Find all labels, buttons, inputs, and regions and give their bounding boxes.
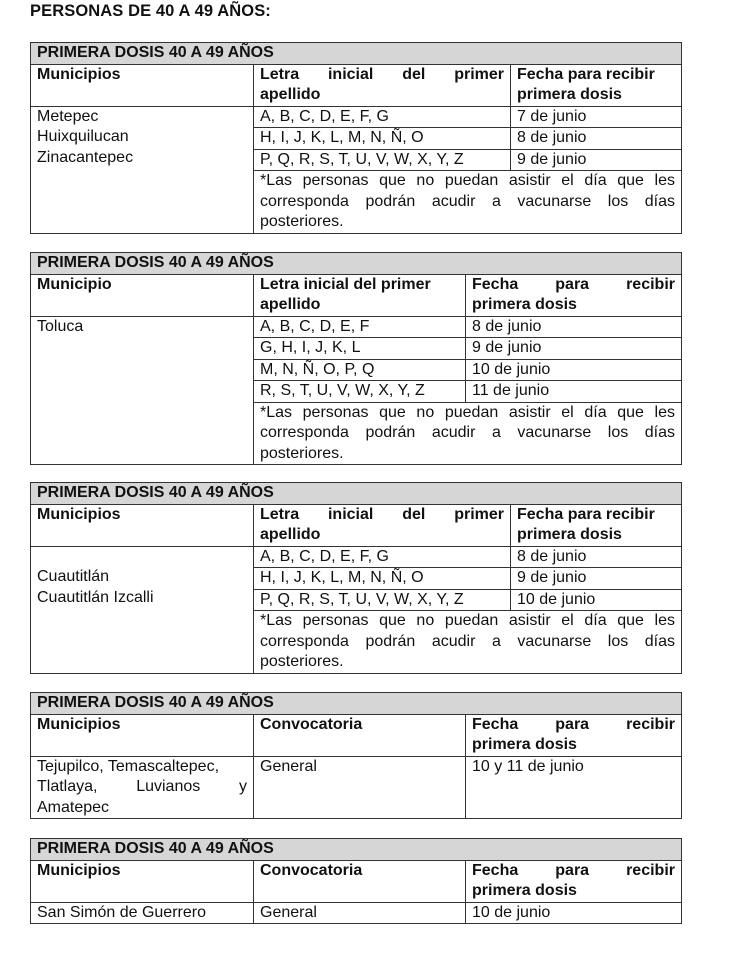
header-line: Fecha para recibir: [517, 65, 655, 83]
header-municipios: Municipios: [31, 64, 254, 106]
fecha-cell: 10 de junio: [511, 589, 682, 611]
letras-cell: H, I, J, K, L, M, N, Ñ, O: [254, 568, 511, 590]
fecha-cell: 9 de junio: [511, 568, 682, 590]
municipio-line: Tejupilco, Temascaltepec,: [37, 757, 220, 775]
fecha-cell: 8 de junio: [466, 316, 682, 338]
header-word: Letra: [260, 505, 300, 523]
header-fecha: [511, 64, 682, 106]
header-line: Fecha para recibir: [517, 505, 655, 523]
header-line: primera dosis: [517, 86, 622, 103]
header-letra-inicial: [254, 64, 511, 106]
letras-cell: A, B, C, D, E, F: [254, 316, 466, 338]
municipio-name: Zinacantepec: [37, 148, 134, 166]
header-word: inicial: [327, 505, 374, 523]
fecha-cell: 8 de junio: [511, 128, 682, 150]
letras-cell: H, I, J, K, L, M, N, Ñ, O: [254, 128, 511, 150]
header-municipios: Municipios: [31, 860, 254, 902]
header-row: [31, 64, 682, 106]
header-convocatoria: Convocatoria: [254, 860, 466, 902]
municipio-name: Cuautitlán: [37, 568, 110, 585]
header-word: del: [402, 65, 426, 83]
municipios-cell: [31, 316, 254, 465]
header-word: Letra: [260, 65, 300, 83]
table-title-row: [31, 253, 682, 275]
header-word: inicial: [327, 65, 374, 83]
note-cell: *Las personas que no puedan asistir el día que les corresponda podrán acudir a vacunarse los días posteriores.: [254, 402, 682, 465]
page-title: PERSONAS DE 40 A 49 AÑOS:: [30, 2, 271, 20]
table-title-row: [31, 693, 682, 715]
header-word: para: [555, 861, 590, 879]
header-line: primera dosis: [472, 736, 577, 753]
header-word: recibir: [626, 861, 675, 879]
table-row: [31, 106, 682, 128]
municipios-cell: [31, 106, 254, 233]
header-line: apellido: [260, 86, 321, 103]
header-line: primera dosis: [472, 296, 577, 313]
table-title: PRIMERA DOSIS 40 A 49 AÑOS: [31, 483, 682, 505]
header-fecha: [466, 860, 682, 902]
convocatoria-cell: General: [254, 902, 466, 924]
fecha-cell: 10 de junio: [466, 902, 682, 924]
letras-cell: R, S, T, U, V, W, X, Y, Z: [254, 381, 466, 403]
header-word: para: [555, 275, 590, 293]
table-row: [31, 546, 682, 568]
header-line: apellido: [260, 296, 321, 313]
fecha-cell: 7 de junio: [511, 106, 682, 128]
header-line: Letra inicial del primer: [260, 275, 431, 293]
fecha-cell: 9 de junio: [511, 149, 682, 171]
municipio-word: y: [238, 778, 247, 795]
header-word: del: [402, 505, 426, 523]
municipio-cell: San Simón de Guerrero: [31, 902, 254, 924]
header-line: primera dosis: [472, 882, 577, 899]
schedule-table-san-simon: [30, 838, 682, 924]
letras-cell: M, N, Ñ, O, P, Q: [254, 359, 466, 381]
header-word: recibir: [626, 715, 675, 733]
table-title-row: [31, 839, 682, 861]
municipio-word: Luvianos: [136, 778, 201, 795]
letras-cell: G, H, I, J, K, L: [254, 338, 466, 360]
header-municipios: Municipios: [31, 504, 254, 546]
letras-cell: A, B, C, D, E, F, G: [254, 106, 511, 128]
table-title: PRIMERA DOSIS 40 A 49 AÑOS: [31, 693, 682, 715]
municipio-spacer: [37, 547, 247, 568]
header-fecha: [511, 504, 682, 546]
table-title: PRIMERA DOSIS 40 A 49 AÑOS: [31, 43, 682, 65]
header-fecha: [466, 714, 682, 756]
municipio-name: Metepec: [37, 107, 99, 125]
table-title: PRIMERA DOSIS 40 A 49 AÑOS: [31, 253, 682, 275]
header-word: primer: [454, 65, 504, 83]
header-municipio: Municipio: [31, 274, 254, 316]
municipios-cell: [31, 756, 254, 819]
letras-cell: P, Q, R, S, T, U, V, W, X, Y, Z: [254, 149, 511, 171]
header-word: para: [555, 715, 590, 733]
schedule-table-tejupilco: [30, 692, 682, 819]
header-row: [31, 504, 682, 546]
fecha-cell: 11 de junio: [466, 381, 682, 403]
header-word: Fecha: [472, 861, 519, 879]
table-row: [31, 756, 682, 819]
header-word: Fecha: [472, 275, 519, 293]
fecha-cell: 10 y 11 de junio: [466, 756, 682, 819]
convocatoria-cell: General: [254, 756, 466, 819]
municipios-cell: [31, 546, 254, 673]
header-word: Fecha: [472, 715, 519, 733]
header-row: [31, 714, 682, 756]
schedule-table-metepec: [30, 42, 682, 234]
municipio-name: Cuautitlán Izcalli: [37, 588, 154, 606]
schedule-table-cuautitlan: [30, 482, 682, 674]
municipio-name: Huixquilucan: [37, 128, 129, 145]
header-letra-inicial: [254, 504, 511, 546]
header-word: recibir: [626, 275, 675, 293]
schedule-table-toluca: [30, 252, 682, 465]
header-row: [31, 274, 682, 316]
note-cell: *Las personas que no puedan asistir el día que les corresponda podrán acudir a vacunarse los días posteriores.: [254, 171, 682, 234]
table-title: PRIMERA DOSIS 40 A 49 AÑOS: [31, 839, 682, 861]
header-row: [31, 860, 682, 902]
fecha-cell: 10 de junio: [466, 359, 682, 381]
table-title-row: [31, 43, 682, 65]
table-row: [31, 316, 682, 338]
table-row: [31, 902, 682, 924]
municipio-word: Tlatlaya,: [37, 778, 98, 795]
header-line: primera dosis: [517, 526, 622, 543]
municipio-line: Amatepec: [37, 798, 110, 816]
table-title-row: [31, 483, 682, 505]
fecha-cell: 9 de junio: [466, 338, 682, 360]
letras-cell: A, B, C, D, E, F, G: [254, 546, 511, 568]
header-letra-inicial: [254, 274, 466, 316]
letras-cell: P, Q, R, S, T, U, V, W, X, Y, Z: [254, 589, 511, 611]
header-convocatoria: Convocatoria: [254, 714, 466, 756]
header-line: apellido: [260, 526, 321, 543]
fecha-cell: 8 de junio: [511, 546, 682, 568]
header-fecha: [466, 274, 682, 316]
municipio-name: Toluca: [37, 317, 84, 335]
note-cell: *Las personas que no puedan asistir el día que les corresponda podrán acudir a vacunarse los días posteriores.: [254, 611, 682, 674]
header-word: primer: [454, 505, 504, 523]
header-municipios: Municipios: [31, 714, 254, 756]
